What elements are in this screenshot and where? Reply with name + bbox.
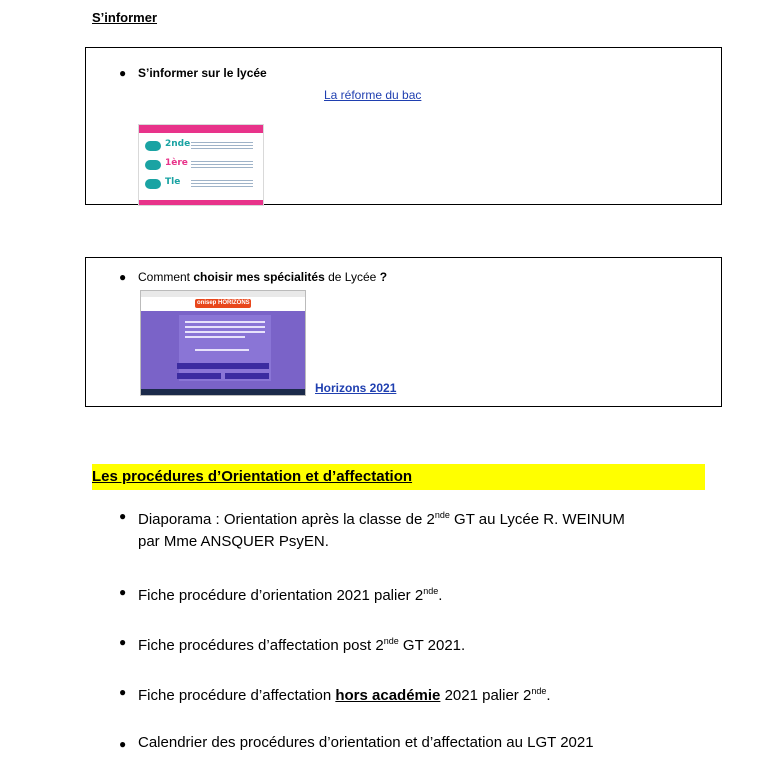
link-reforme-bac[interactable]: La réforme du bac [324, 88, 422, 102]
list-item-fiche-affectation[interactable]: Fiche procédures d’affectation post 2nde GT 2021. [138, 636, 466, 654]
bullet-icon: ● [119, 509, 127, 523]
list-item-fiche-orientation[interactable]: Fiche procédure d’orientation 2021 palier 2nde. [138, 586, 443, 604]
onisep-logo-text: onisep HORIZONS [197, 300, 250, 306]
reforme-infographic-image[interactable] [138, 124, 264, 206]
bullet-icon: ● [119, 685, 127, 699]
tag-1ere: 1ère [165, 158, 188, 168]
bullet-icon: ● [119, 635, 127, 649]
bullet-icon: ● [119, 737, 127, 751]
list-item-diaporama[interactable]: Diaporama : Orientation après la classe de 2nde GT au Lycée R. WEINUM par Mme ANSQUER PsyEN. [138, 510, 625, 550]
tag-2nde: 2nde [165, 139, 191, 149]
link-horizons-2021[interactable]: Horizons 2021 [315, 381, 397, 395]
list-item-calendrier[interactable]: Calendrier des procédures d’orientation et d’affectation au LGT 2021 [138, 734, 594, 751]
bullet-text-specialites: Comment choisir mes spécialités de Lycée ? [138, 270, 388, 284]
bullet-icon: ● [119, 270, 127, 284]
tag-tle: Tle [165, 177, 181, 187]
section-heading-orientation: Les procédures d’Orientation et d’affectation [92, 464, 705, 490]
bullet-icon: ● [119, 585, 127, 599]
list-item-hors-academie[interactable]: Fiche procédure d’affectation hors académie 2021 palier 2nde. [138, 686, 551, 704]
bullet-text-informer-lycee: S’informer sur le lycée [138, 66, 267, 80]
section-heading-informer: S’informer [92, 10, 158, 25]
bullet-icon: ● [119, 66, 127, 80]
onisep-horizons-screenshot[interactable] [140, 290, 306, 396]
